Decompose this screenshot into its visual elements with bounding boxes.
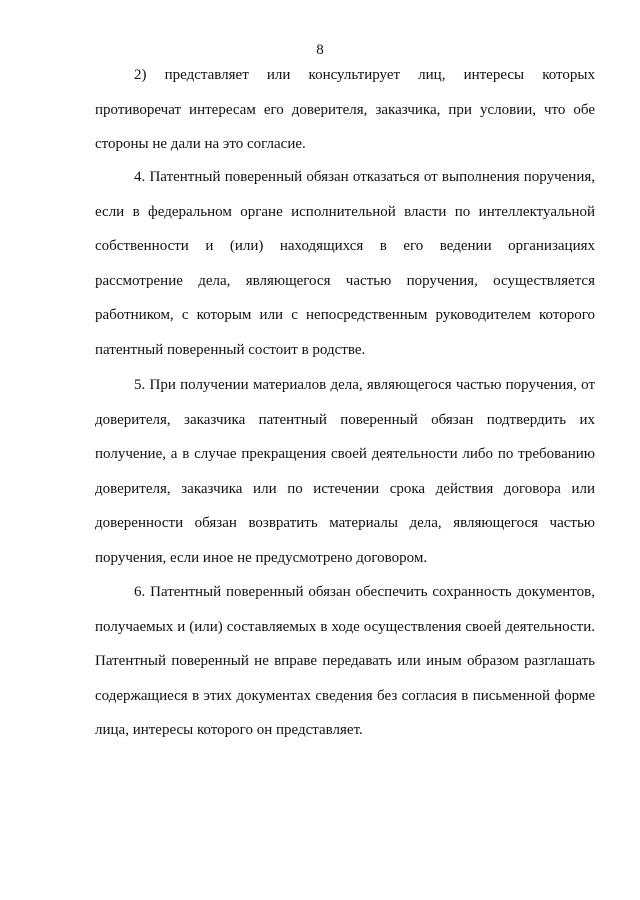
paragraph-clause-4: 4. Патентный поверенный обязан отказаться от выполнения поручения, если в федеральном органе исполнительной власти по интеллектуальной собственности и (или) находящихся в его ведении организациях рассмотрение дела, являющегося частью поручения, осуществляется работником, с которым или с непосредственным руководителем которого патентный поверенный состоит в родстве. [95,169,595,358]
page-number: 8 [316,42,324,58]
paragraph-clause-6: 6. Патентный поверенный обязан обеспечить сохранность документов, получаемых и (или) составляемых в ходе осуществления своей деятельности. Патентный поверенный не вправе передавать или иным образом разглашать содержащиеся в этих документах сведения без согласия в письменной форме лица, интересы которого он представляет. [95,584,595,738]
paragraph-item-2: 2) представляет или консультирует лиц, интересы которых противоречат интересам его доверителя, заказчика, при условии, что обе стороны не дали на это согласие. [95,67,595,152]
paragraph-clause-5: 5. При получении материалов дела, являющегося частью поручения, от доверителя, заказчика патентный поверенный обязан подтвердить их получение, а в случае прекращения своей деятельности либо по требованию доверителя, заказчика или по истечении срока действия договора или доверенности обязан возвратить материалы дела, являющегося частью поручения, если иное не предусмотрено договором. [95,377,595,566]
